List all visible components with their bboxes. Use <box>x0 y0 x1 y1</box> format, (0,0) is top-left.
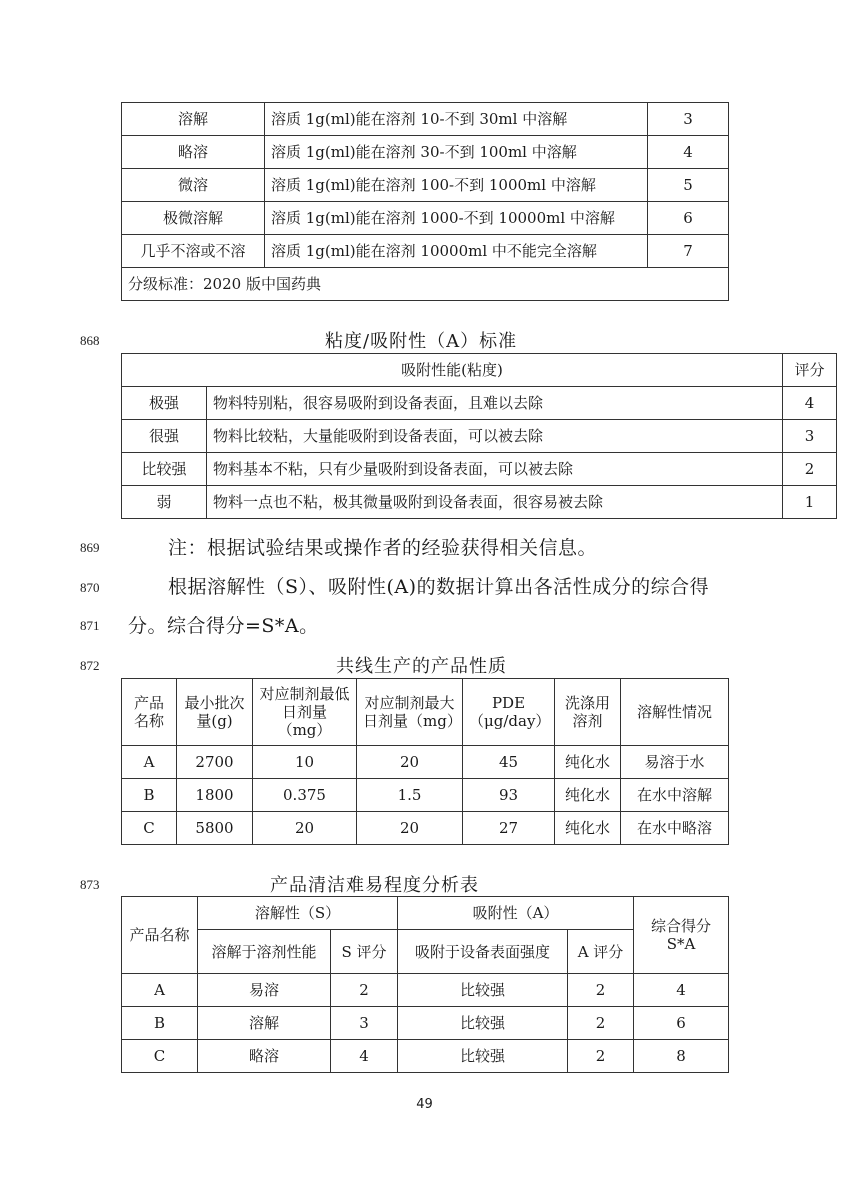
product-name: B <box>122 779 177 812</box>
max-daily-dose-header: 对应制剂最大日剂量（mg） <box>357 679 463 746</box>
solubility-term: 几乎不溶或不溶 <box>122 235 265 268</box>
solubility-term: 溶解 <box>122 103 265 136</box>
min-daily-dose: 20 <box>253 812 357 845</box>
note-paragraph: 注：根据试验结果或操作者的经验获得相关信息。 <box>168 537 598 559</box>
solubility-score: 5 <box>648 169 729 202</box>
solubility-term: 微溶 <box>122 169 265 202</box>
adhesion-score: 3 <box>783 420 837 453</box>
table-row <box>122 779 729 812</box>
table-row <box>122 746 729 779</box>
product-name-header: 产品名称 <box>122 897 198 974</box>
solubility-status: 易溶于水 <box>621 746 729 779</box>
min-daily-dose-header: 对应制剂最低日剂量（mg） <box>253 679 357 746</box>
table-row <box>122 235 729 268</box>
product-name: C <box>122 812 177 845</box>
adhesion-table-title: 粘度/吸附性（A）标准 <box>325 331 518 352</box>
pde-value: 45 <box>463 746 555 779</box>
solubility-performance-header: 溶解于溶剂性能 <box>198 930 331 974</box>
adhesion-desc: 物料一点也不粘，极其微量吸附到设备表面，很容易被去除 <box>207 486 783 519</box>
solubility-term: 极微溶解 <box>122 202 265 235</box>
solubility-desc: 溶质 1g(ml)能在溶剂 10000ml 中不能完全溶解 <box>265 235 648 268</box>
pde-value: 93 <box>463 779 555 812</box>
adhesion-strength-header: 吸附于设备表面强度 <box>398 930 568 974</box>
min-daily-dose: 0.375 <box>253 779 357 812</box>
line-number: 871 <box>80 618 100 633</box>
min-batch: 1800 <box>177 779 253 812</box>
analysis-table-title: 产品清洁难易程度分析表 <box>270 875 479 896</box>
solubility-score: 4 <box>648 136 729 169</box>
solubility-score: 3 <box>648 103 729 136</box>
s-score: 2 <box>331 974 398 1007</box>
solubility-status-header: 溶解性情况 <box>621 679 729 746</box>
min-batch: 2700 <box>177 746 253 779</box>
solubility-performance: 易溶 <box>198 974 331 1007</box>
grading-standard-note: 分级标准：2020 版中国药典 <box>122 268 729 301</box>
a-score: 2 <box>568 1040 634 1073</box>
line-number: 873 <box>80 877 100 892</box>
s-score: 3 <box>331 1007 398 1040</box>
table-header-row <box>122 897 729 930</box>
table-row <box>122 1007 729 1040</box>
co-production-products-table <box>121 678 729 845</box>
adhesion-score: 4 <box>783 387 837 420</box>
solubility-desc: 溶质 1g(ml)能在溶剂 30-不到 100ml 中溶解 <box>265 136 648 169</box>
adhesion-level: 极强 <box>122 387 207 420</box>
solubility-score: 7 <box>648 235 729 268</box>
line-number: 869 <box>80 540 100 555</box>
adhesion-strength: 比较强 <box>398 1007 568 1040</box>
a-score: 2 <box>568 974 634 1007</box>
solubility-performance: 溶解 <box>198 1007 331 1040</box>
solubility-group-header: 溶解性（S） <box>198 897 398 930</box>
max-daily-dose: 20 <box>357 812 463 845</box>
table-row <box>122 387 837 420</box>
table-row <box>122 974 729 1007</box>
max-daily-dose: 20 <box>357 746 463 779</box>
total-score: 8 <box>634 1040 729 1073</box>
solubility-desc: 溶质 1g(ml)能在溶剂 100-不到 1000ml 中溶解 <box>265 169 648 202</box>
table-row <box>122 169 729 202</box>
adhesion-desc: 物料特别粘，很容易吸附到设备表面，且难以去除 <box>207 387 783 420</box>
min-batch-header: 最小批次量(g) <box>177 679 253 746</box>
score-header: 评分 <box>783 354 837 387</box>
product-name-header: 产品名称 <box>122 679 177 746</box>
line-number: 872 <box>80 658 100 673</box>
wash-solvent: 纯化水 <box>555 746 621 779</box>
solubility-status: 在水中略溶 <box>621 812 729 845</box>
table-row <box>122 453 837 486</box>
solubility-desc: 溶质 1g(ml)能在溶剂 10-不到 30ml 中溶解 <box>265 103 648 136</box>
line-number: 870 <box>80 580 100 595</box>
solubility-desc: 溶质 1g(ml)能在溶剂 1000-不到 10000ml 中溶解 <box>265 202 648 235</box>
a-score: 2 <box>568 1007 634 1040</box>
table-row <box>122 103 729 136</box>
wash-solvent: 纯化水 <box>555 779 621 812</box>
table-footer-row <box>122 268 729 301</box>
adhesion-strength: 比较强 <box>398 974 568 1007</box>
adhesion-desc: 物料比较粘，大量能吸附到设备表面，可以被去除 <box>207 420 783 453</box>
wash-solvent: 纯化水 <box>555 812 621 845</box>
product-name: B <box>122 1007 198 1040</box>
solubility-term: 略溶 <box>122 136 265 169</box>
table-row <box>122 202 729 235</box>
total-score: 4 <box>634 974 729 1007</box>
table-row <box>122 486 837 519</box>
pde-value: 27 <box>463 812 555 845</box>
cleaning-difficulty-table <box>121 896 729 1073</box>
solubility-grading-table <box>121 102 729 301</box>
table-row <box>122 1040 729 1073</box>
max-daily-dose: 1.5 <box>357 779 463 812</box>
solubility-score: 6 <box>648 202 729 235</box>
adhesion-performance-header: 吸附性能(粘度) <box>122 354 783 387</box>
total-score-header: 综合得分S*A <box>634 897 729 974</box>
products-table-title: 共线生产的产品性质 <box>336 656 507 677</box>
adhesion-level: 比较强 <box>122 453 207 486</box>
adhesion-level: 很强 <box>122 420 207 453</box>
table-row <box>122 812 729 845</box>
total-score: 6 <box>634 1007 729 1040</box>
product-name: A <box>122 746 177 779</box>
table-header-row <box>122 354 837 387</box>
adhesion-score: 1 <box>783 486 837 519</box>
adhesion-level: 弱 <box>122 486 207 519</box>
body-paragraph: 根据溶解性（S）、吸附性(A)的数据计算出各活性成分的综合得 <box>168 576 710 598</box>
adhesion-standard-table <box>121 353 837 519</box>
table-header-row <box>122 679 729 746</box>
wash-solvent-header: 洗涤用溶剂 <box>555 679 621 746</box>
page-number: 49 <box>416 1097 433 1112</box>
product-name: A <box>122 974 198 1007</box>
adhesion-group-header: 吸附性（A） <box>398 897 634 930</box>
solubility-performance: 略溶 <box>198 1040 331 1073</box>
solubility-status: 在水中溶解 <box>621 779 729 812</box>
adhesion-score: 2 <box>783 453 837 486</box>
table-row <box>122 136 729 169</box>
a-score-header: A 评分 <box>568 930 634 974</box>
body-paragraph-continued: 分。综合得分=S*A。 <box>128 615 319 637</box>
product-name: C <box>122 1040 198 1073</box>
s-score-header: S 评分 <box>331 930 398 974</box>
s-score: 4 <box>331 1040 398 1073</box>
adhesion-strength: 比较强 <box>398 1040 568 1073</box>
pde-header: PDE（μg/day） <box>463 679 555 746</box>
min-batch: 5800 <box>177 812 253 845</box>
table-row <box>122 420 837 453</box>
min-daily-dose: 10 <box>253 746 357 779</box>
adhesion-desc: 物料基本不粘，只有少量吸附到设备表面，可以被去除 <box>207 453 783 486</box>
line-number: 868 <box>80 333 100 348</box>
